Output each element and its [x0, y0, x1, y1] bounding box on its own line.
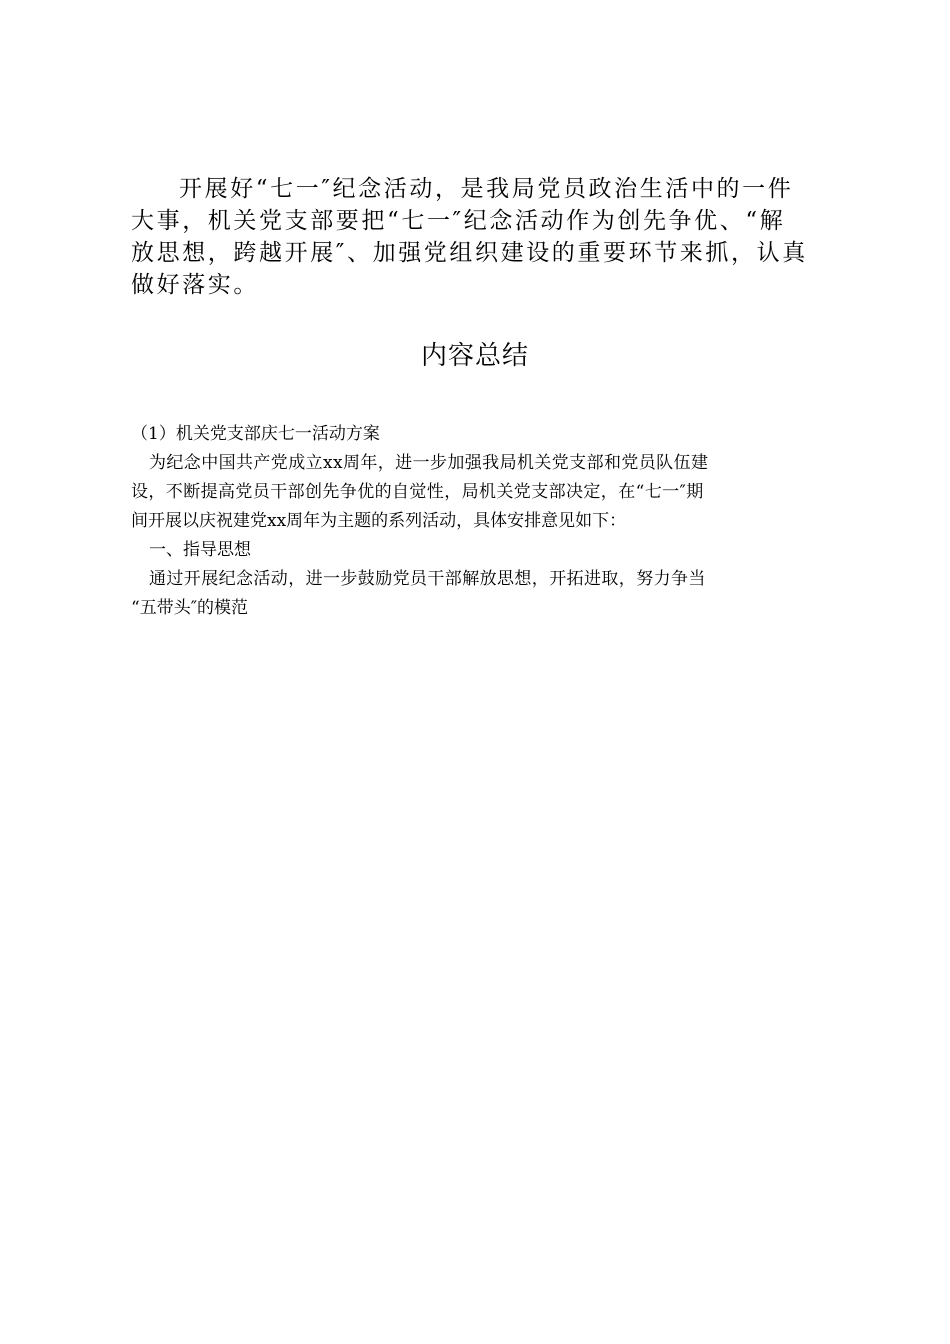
summary-para1-line-3: 间开展以庆祝建党xx周年为主题的系列活动，具体安排意见如下： [131, 511, 627, 531]
intro-line-2: 大事，机关党支部要把“七一″纪念活动作为创先争优、“解 [131, 208, 786, 234]
intro-line-4: 做好落实。 [131, 272, 259, 298]
summary-body [131, 420, 831, 623]
summary-para2-line-2: “五带头″的模范 [131, 598, 249, 618]
summary-para2-line-1: 通过开展纪念活动，进一步鼓励党员干部解放思想，开拓进取，努力争当 [149, 569, 706, 589]
summary-para1-line-1: 为纪念中国共产党成立xx周年，进一步加强我局机关党支部和党员队伍建 [149, 453, 709, 473]
section-heading-1: 一、指导思想 [149, 540, 251, 560]
summary-para1-line-2: 设，不断提高党员干部创先争优的自觉性，局机关党支部决定，在“七一″期 [131, 482, 704, 502]
summary-title: 内容总结 [420, 341, 529, 371]
intro-paragraph [131, 173, 821, 301]
intro-line-3: 放思想，跨越开展″、加强党组织建设的重要环节来抓，认真 [131, 240, 808, 266]
intro-line-1: 开展好“七一″纪念活动，是我局党员政治生活中的一件 [179, 176, 794, 202]
summary-heading: （1）机关党支部庆七一活动方案 [131, 424, 380, 444]
